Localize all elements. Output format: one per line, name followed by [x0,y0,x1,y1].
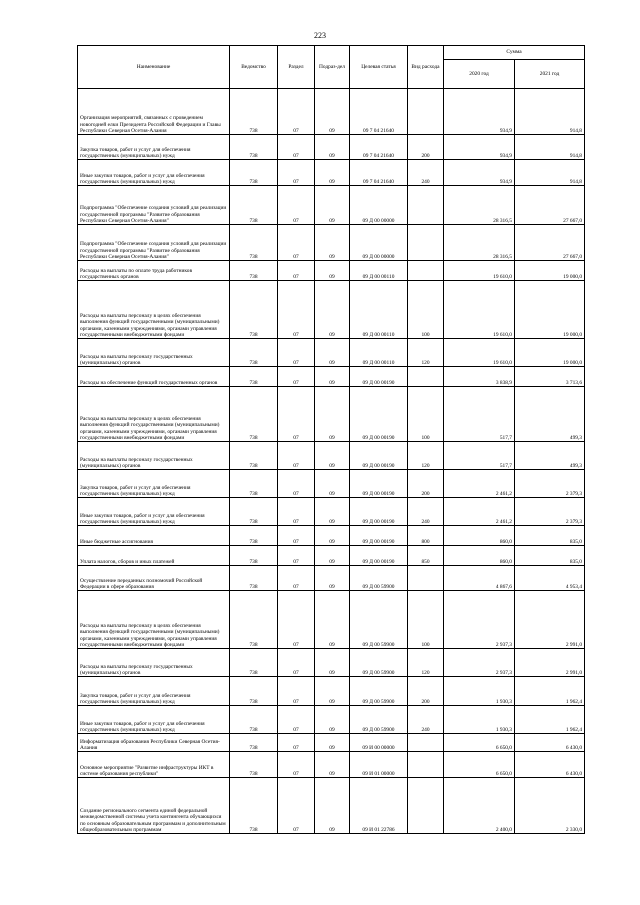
cell-sum-2021: 6 430,0 [515,752,585,778]
cell-sum-2021: 914,8 [515,135,585,160]
cell-sum-2021: 19 000,0 [515,261,585,281]
table-row [78,546,585,566]
cell-sum-2020: 517,7 [444,387,515,442]
table-row [78,387,585,442]
cell-sum-2020: 19 610,0 [444,339,515,367]
cell-subsection: 09 [315,752,350,778]
cell-sum-2021: 27 667,0 [515,186,585,225]
cell-sum-2021: 2 330,0 [515,778,585,834]
cell-sum-2020: 517,7 [444,442,515,470]
cell-expense-type: 120 [408,649,444,677]
cell-section: 07 [278,566,315,591]
cell-sum-2021: 27 667,0 [515,225,585,261]
cell-ministry: 738 [230,546,278,566]
cell-expense-type: 120 [408,339,444,367]
table-row [78,442,585,470]
table-row [78,339,585,367]
table-row [78,566,585,591]
cell-sum-2020: 934,9 [444,160,515,186]
cell-target-article: 09 Д 00 00110 [350,339,408,367]
cell-sum-2020: 860,0 [444,546,515,566]
cell-sum-2021: 2 379,3 [515,498,585,526]
cell-name: Расходы на выплаты персоналу государственных (муниципальных) органов [78,339,230,367]
cell-section: 07 [278,261,315,281]
cell-sum-2020: 6 650,0 [444,752,515,778]
cell-sum-2021: 914,8 [515,160,585,186]
cell-subsection: 09 [315,339,350,367]
cell-section: 07 [278,778,315,834]
table-row [78,526,585,546]
cell-ministry: 738 [230,706,278,734]
table-row [78,734,585,752]
cell-expense-type [408,225,444,261]
cell-expense-type: 200 [408,677,444,706]
cell-subsection: 09 [315,261,350,281]
cell-section: 07 [278,160,315,186]
cell-target-article: 09 Д 00 00190 [350,526,408,546]
table-row [78,225,585,261]
cell-ministry: 738 [230,186,278,225]
cell-sum-2020: 860,0 [444,526,515,546]
cell-section: 07 [278,470,315,498]
cell-target-article: 09 Д 00 59900 [350,677,408,706]
cell-ministry: 738 [230,470,278,498]
cell-ministry: 738 [230,387,278,442]
cell-subsection: 09 [315,135,350,160]
table-row [78,160,585,186]
cell-expense-type: 100 [408,281,444,339]
cell-expense-type [408,367,444,387]
cell-target-article: 09 Д 00 00110 [350,261,408,281]
cell-sum-2021: 3 713,6 [515,367,585,387]
cell-sum-2021: 914,8 [515,89,585,135]
header-year-2021: 2021 год [515,60,585,89]
cell-ministry: 738 [230,225,278,261]
cell-ministry: 738 [230,89,278,135]
cell-sum-2021: 4 953,4 [515,566,585,591]
cell-name: Подпрограмма "Обеспечение создания условий для реализации государственной программы "Развитие образования Республики Северная Осетия-Алания" [78,225,230,261]
cell-name: Иные закупки товаров, работ и услуг для обеспечения государственных (муниципальных) нужд [78,498,230,526]
cell-subsection: 09 [315,734,350,752]
cell-ministry: 738 [230,752,278,778]
cell-name: Расходы на выплаты по оплате труда работников государственных органов [78,261,230,281]
cell-section: 07 [278,526,315,546]
cell-subsection: 09 [315,526,350,546]
cell-sum-2021: 835,0 [515,546,585,566]
page-number: 223 [314,31,326,40]
cell-sum-2020: 2 400,0 [444,778,515,834]
cell-section: 07 [278,591,315,649]
cell-expense-type: 240 [408,498,444,526]
cell-name: Расходы на выплаты персоналу в целях обеспечения выполнения функций государственными (муниципальными) органами, казенными учреждениями, органами управления государственными внебюджетными фондами [78,387,230,442]
cell-section: 07 [278,367,315,387]
table-row [78,591,585,649]
header-name: Наименование [78,46,230,89]
header-ministry: Ведомство [230,46,278,89]
cell-section: 07 [278,186,315,225]
table-row [78,89,585,135]
cell-target-article: 09 Д 00 00190 [350,387,408,442]
cell-target-article: 09 Д 00 00190 [350,367,408,387]
header-year-2020: 2020 год [444,60,515,89]
cell-sum-2021: 499,3 [515,387,585,442]
cell-target-article: 09 Д 00 00110 [350,281,408,339]
cell-name: Закупка товаров, работ и услуг для обеспечения государственных (муниципальных) нужд [78,135,230,160]
cell-ministry: 738 [230,734,278,752]
cell-expense-type: 240 [408,706,444,734]
cell-ministry: 738 [230,339,278,367]
cell-sum-2021: 19 000,0 [515,339,585,367]
cell-sum-2020: 28 316,5 [444,225,515,261]
cell-section: 07 [278,752,315,778]
cell-section: 07 [278,135,315,160]
header-sum: Сумма [444,46,585,60]
cell-expense-type [408,89,444,135]
cell-sum-2020: 4 867,6 [444,566,515,591]
cell-section: 07 [278,339,315,367]
cell-sum-2020: 934,9 [444,135,515,160]
cell-sum-2021: 2 379,3 [515,470,585,498]
cell-target-article: 09 Д 00 59900 [350,591,408,649]
cell-ministry: 738 [230,677,278,706]
budget-table [77,45,585,834]
table-row [78,281,585,339]
cell-section: 07 [278,498,315,526]
cell-ministry: 738 [230,526,278,546]
cell-target-article: 09 7 04 21640 [350,160,408,186]
cell-section: 07 [278,281,315,339]
table-row [78,135,585,160]
cell-sum-2021: 6 430,0 [515,734,585,752]
cell-section: 07 [278,546,315,566]
cell-target-article: 09 Д 00 00000 [350,186,408,225]
cell-sum-2020: 2 937,3 [444,591,515,649]
table-body [78,89,585,834]
cell-subsection: 09 [315,186,350,225]
cell-name: Расходы на обеспечение функций государственных органов [78,367,230,387]
cell-ministry: 738 [230,566,278,591]
table-row [78,649,585,677]
cell-sum-2020: 28 316,5 [444,186,515,225]
cell-ministry: 738 [230,442,278,470]
cell-section: 07 [278,706,315,734]
cell-sum-2021: 499,3 [515,442,585,470]
cell-expense-type: 240 [408,160,444,186]
cell-subsection: 09 [315,160,350,186]
cell-sum-2021: 2 991,0 [515,649,585,677]
cell-name: Иные закупки товаров, работ и услуг для обеспечения государственных (муниципальных) нужд [78,160,230,186]
cell-sum-2020: 934,9 [444,89,515,135]
cell-expense-type [408,261,444,281]
cell-name: Основное мероприятие "Развитие инфраструктуры ИКТ в системе образования республики" [78,752,230,778]
cell-subsection: 09 [315,387,350,442]
cell-name: Подпрограмма "Обеспечение создания условий для реализации государственной программы "Развитие образования Республики Северная Осетия-Алания" [78,186,230,225]
table-row [78,706,585,734]
cell-subsection: 09 [315,677,350,706]
cell-name: Информатизация образования Республики Северная Осетия-Алания [78,734,230,752]
cell-target-article: 09 7 04 21640 [350,135,408,160]
cell-ministry: 738 [230,135,278,160]
cell-section: 07 [278,649,315,677]
table-row [78,778,585,834]
cell-expense-type: 800 [408,526,444,546]
cell-target-article: 09 Д 00 00190 [350,498,408,526]
cell-target-article: 09 И 00 00000 [350,734,408,752]
header-target-article: Целевая статья [350,46,408,89]
cell-name: Расходы на выплаты персоналу в целях обеспечения выполнения функций государственными (муниципальными) органами, казенными учреждениями, органами управления государственными внебюджетными фондами [78,591,230,649]
cell-subsection: 09 [315,89,350,135]
cell-section: 07 [278,442,315,470]
cell-name: Закупка товаров, работ и услуг для обеспечения государственных (муниципальных) нужд [78,677,230,706]
cell-subsection: 09 [315,442,350,470]
cell-subsection: 09 [315,591,350,649]
cell-expense-type: 100 [408,591,444,649]
cell-ministry: 738 [230,160,278,186]
header-subsection: Подраз-дел [315,46,350,89]
cell-section: 07 [278,225,315,261]
cell-ministry: 738 [230,261,278,281]
cell-name: Закупка товаров, работ и услуг для обеспечения государственных (муниципальных) нужд [78,470,230,498]
table-row [78,186,585,225]
cell-ministry: 738 [230,778,278,834]
cell-sum-2020: 6 650,0 [444,734,515,752]
cell-sum-2020: 3 838,9 [444,367,515,387]
cell-ministry: 738 [230,281,278,339]
cell-target-article: 09 Д 00 59900 [350,706,408,734]
cell-sum-2021: 1 962,4 [515,706,585,734]
table-row [78,498,585,526]
cell-sum-2021: 2 991,0 [515,591,585,649]
cell-ministry: 738 [230,498,278,526]
cell-expense-type: 200 [408,135,444,160]
cell-sum-2021: 19 000,0 [515,281,585,339]
cell-expense-type [408,734,444,752]
cell-sum-2021: 835,0 [515,526,585,546]
cell-subsection: 09 [315,470,350,498]
cell-subsection: 09 [315,706,350,734]
cell-section: 07 [278,677,315,706]
cell-target-article: 09 И 01 00000 [350,752,408,778]
cell-sum-2020: 19 610,0 [444,261,515,281]
cell-name: Иные бюджетные ассигнования [78,526,230,546]
cell-name: Расходы на выплаты персоналу в целях обеспечения выполнения функций государственными (муниципальными) органами, казенными учреждениями, органами управления государственными внебюджетными фондами [78,281,230,339]
cell-sum-2020: 2 937,3 [444,649,515,677]
cell-expense-type [408,752,444,778]
cell-expense-type: 850 [408,546,444,566]
cell-expense-type [408,186,444,225]
cell-subsection: 09 [315,778,350,834]
cell-sum-2020: 2 461,2 [444,470,515,498]
cell-target-article: 09 Д 00 00190 [350,442,408,470]
cell-target-article: 09 Д 00 59900 [350,649,408,677]
cell-subsection: 09 [315,225,350,261]
cell-expense-type [408,778,444,834]
cell-ministry: 738 [230,591,278,649]
cell-ministry: 738 [230,367,278,387]
cell-section: 07 [278,89,315,135]
table-row [78,261,585,281]
cell-subsection: 09 [315,498,350,526]
table-row [78,470,585,498]
cell-ministry: 738 [230,649,278,677]
cell-target-article: 09 Д 00 59900 [350,566,408,591]
cell-section: 07 [278,734,315,752]
cell-name: Организация мероприятий, связанных с проведением новогодней елки Президента Российской Федерации и Главы Республики Северная Осетия-Алания [78,89,230,135]
cell-name: Иные закупки товаров, работ и услуг для обеспечения государственных (муниципальных) нужд [78,706,230,734]
cell-name: Осуществление переданных полномочий Российской Федерации в сфере образования [78,566,230,591]
cell-subsection: 09 [315,367,350,387]
cell-target-article: 09 7 04 21640 [350,89,408,135]
header-expense-type: Вид расхода [408,46,444,89]
cell-target-article: 09 Д 00 00190 [350,470,408,498]
cell-section: 07 [278,387,315,442]
cell-sum-2020: 1 930,3 [444,706,515,734]
cell-name: Расходы на выплаты персоналу государственных (муниципальных) органов [78,649,230,677]
table-row [78,367,585,387]
cell-target-article: 09 Д 00 00190 [350,546,408,566]
cell-sum-2020: 19 610,0 [444,281,515,339]
cell-sum-2021: 1 962,4 [515,677,585,706]
cell-sum-2020: 2 461,2 [444,498,515,526]
table-row [78,752,585,778]
cell-target-article: 09 И 01 22786 [350,778,408,834]
cell-expense-type: 200 [408,470,444,498]
cell-target-article: 09 Д 00 00000 [350,225,408,261]
cell-expense-type [408,566,444,591]
cell-expense-type: 100 [408,387,444,442]
cell-subsection: 09 [315,281,350,339]
cell-name: Уплата налогов, сборов и иных платежей [78,546,230,566]
cell-name: Создание регионального сегмента единой федеральной межведомственной системы учета контингента обучающихся по основным образовательным программам и дополнительным общеобразовательным программам [78,778,230,834]
cell-subsection: 09 [315,649,350,677]
cell-subsection: 09 [315,546,350,566]
cell-sum-2020: 1 930,3 [444,677,515,706]
cell-name: Расходы на выплаты персоналу государственных (муниципальных) органов [78,442,230,470]
cell-expense-type: 120 [408,442,444,470]
cell-subsection: 09 [315,566,350,591]
table-row [78,677,585,706]
header-section: Раздел [278,46,315,89]
